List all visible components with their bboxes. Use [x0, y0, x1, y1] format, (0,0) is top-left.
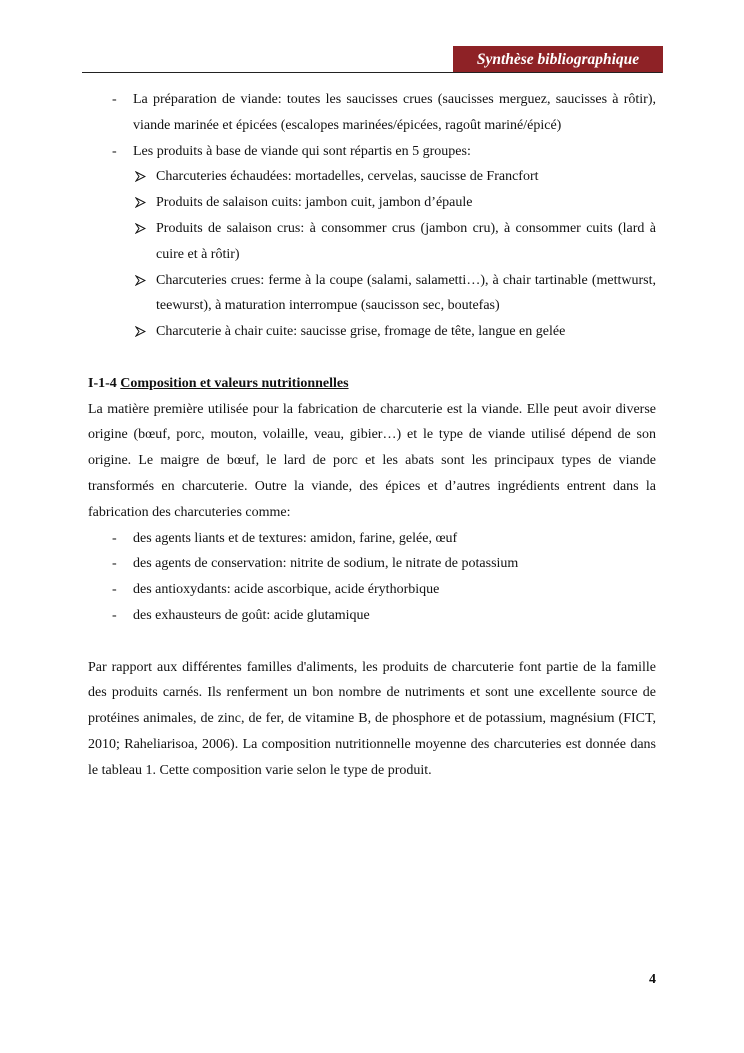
conclusion-paragraph: Par rapport aux différentes familles d'aliments, les produits de charcuterie font partie de la famille des produits carnés. Ils renferment un bon nombre de nutriments et sont une excellente source de protéines animales, de zinc, de fer, de vitamine B, de phosphore et de potassium, magnésium (FICT, 2010; Raheliarisoa, 2006). La composition nutritionnelle moyenne des charcuteries est donnée dans le tableau 1. Cette composition varie selon le type de produit.	[88, 659, 656, 778]
page-body	[88, 87, 656, 784]
group-item-text: Produits de salaison crus: à consommer crus (jambon cru), à consommer cuits (lard à cuire et à rôtir)	[156, 220, 656, 262]
list-item-text: Les produits à base de viande qui sont répartis en 5 groupes:	[133, 143, 471, 159]
arrow-bullet-icon	[135, 216, 146, 242]
arrow-bullet-icon	[135, 319, 146, 345]
dash-bullet: -	[112, 143, 117, 159]
ingredient-item	[88, 526, 656, 552]
dash-bullet: -	[112, 530, 117, 546]
dash-bullet: -	[112, 556, 117, 572]
arrow-bullet-icon	[135, 268, 146, 294]
ingredient-item	[88, 603, 656, 629]
ingredient-text: des exhausteurs de goût: acide glutamique	[133, 607, 370, 623]
list-item	[88, 87, 656, 139]
arrow-bullet-icon	[135, 190, 146, 216]
ingredient-item	[88, 577, 656, 603]
page-number: 4	[649, 972, 656, 987]
ingredient-text: des antioxydants: acide ascorbique, acide érythorbique	[133, 582, 440, 598]
intro-paragraph: La matière première utilisée pour la fabrication de charcuterie est la viande. Elle peut avoir diverse origine (bœuf, porc, mouton, volaille, veau, gibier…) et le type de viande utilisé dépend de son origine. Le maigre de bœuf, le lard de porc et les abats sont les principaux types de viande transformés en charcuterie. Outre la viande, des épices et d’autres ingrédients entrent dans la fabrication des charcuteries comme:	[88, 401, 656, 520]
running-header: Synthèse bibliographique	[453, 46, 663, 73]
group-item	[88, 216, 656, 268]
list-item-text: La préparation de viande: toutes les saucisses crues (saucisses merguez, saucisses à rôtir), viande marinée et épicées (escalopes marinées/épicées, ragoût mariné/épicé)	[133, 92, 656, 133]
header-rule	[82, 72, 662, 73]
group-item-text: Charcuteries crues: ferme à la coupe (salami, salametti…), à chair tartinable (mettwurst, teewurst), à maturation interrompue (saucisson sec, boutefas)	[156, 272, 656, 314]
group-item-text: Produits de salaison cuits: jambon cuit, jambon d’épaule	[156, 195, 473, 211]
section-number: I-1-4	[88, 375, 117, 391]
dash-bullet: -	[112, 92, 117, 107]
section-title: Composition et valeurs nutritionnelles	[120, 375, 349, 391]
group-item	[88, 319, 656, 345]
group-item	[88, 268, 656, 320]
group-item-text: Charcuteries échaudées: mortadelles, cervelas, saucisse de Francfort	[156, 169, 539, 185]
arrow-bullet-icon	[135, 164, 146, 190]
dash-bullet: -	[112, 582, 117, 598]
paragraph-gap	[88, 629, 656, 655]
list-item	[88, 139, 656, 165]
group-item	[88, 190, 656, 216]
group-item-text: Charcuterie à chair cuite: saucisse grise, fromage de tête, langue en gelée	[156, 324, 566, 340]
section-heading	[88, 371, 656, 397]
group-item	[88, 164, 656, 190]
ingredient-text: des agents liants et de textures: amidon, farine, gelée, œuf	[133, 530, 458, 546]
ingredient-text: des agents de conservation: nitrite de sodium, le nitrate de potassium	[133, 556, 519, 572]
ingredient-item	[88, 551, 656, 577]
dash-bullet: -	[112, 607, 117, 623]
